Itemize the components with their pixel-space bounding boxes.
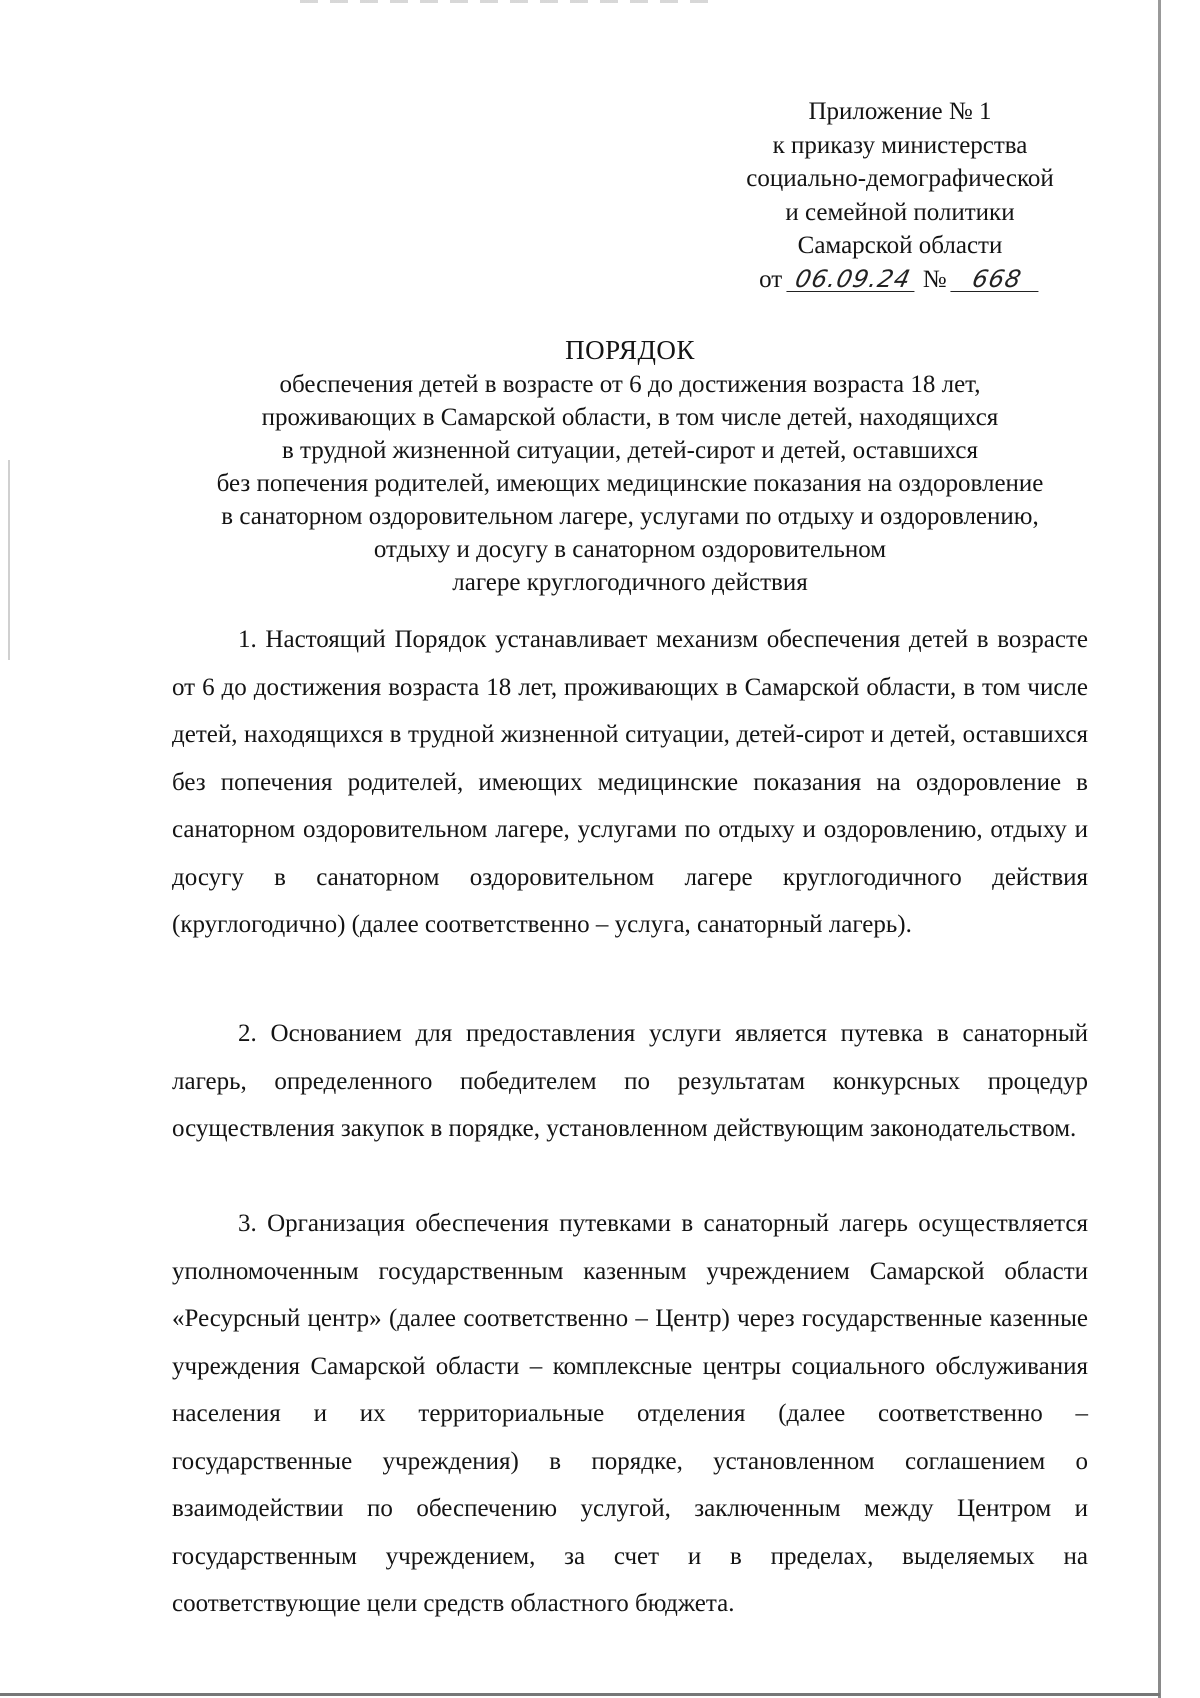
scan-artifact-left bbox=[8, 460, 10, 660]
region-name: Самарской области bbox=[797, 232, 1003, 259]
paragraph-3 bbox=[172, 1200, 1088, 1628]
subtitle-line: лагере круглогодичного действия bbox=[452, 569, 808, 596]
paragraph-1-text: 1. Настоящий Порядок устанавливает механизм обеспечения детей в возрасте от 6 до достижения возраста 18 лет, проживающих в Самарской области, в том числе детей, находящихся в трудной жизненной ситуации, детей-сирот и детей, оставшихся без попечения родителей, имеющих медицинские показания на оздоровление в санаторном оздоровительном лагере, услугами по отдыху и оздоровлению, отдыху и досугу в санаторном оздоровительном лагере круглогодичного действия (круглогодично) (далее соответственно – услуга, санаторный лагерь). bbox=[172, 626, 1088, 938]
subtitle-line: проживающих в Самарской области, в том числе детей, находящихся bbox=[261, 404, 999, 431]
handwritten-number: 668 bbox=[950, 267, 1043, 292]
ministry-name-2: и семейной политики bbox=[785, 198, 1015, 226]
paragraph-3-text: 3. Организация обеспечения путевками в санаторный лагерь осуществляется уполномоченным государственным казенным учреждением Самарской области «Ресурсный центр» (далее соответственно – Центр) через государственные казенные учреждения Самарской области – комплексные центры социального обслуживания населения и их территориальные отделения (далее соответственно – государственные учреждения) в порядке, установленном соглашением о взаимодействии по обеспечению услугой, заключенным между Центром и государственным учреждением, за счет и в пределах, выделяемых на соответствующие цели средств областного бюджета. bbox=[172, 1210, 1088, 1617]
subtitle-line: в санаторном оздоровительном лагере, услугами по отдыху и оздоровлению, bbox=[221, 503, 1039, 530]
order-date-line bbox=[700, 263, 1100, 297]
subtitle-line: без попечения родителей, имеющих медицинские показания на оздоровление bbox=[216, 470, 1044, 497]
scan-edge-right bbox=[1158, 0, 1161, 1698]
document-title: ПОРЯДОК bbox=[565, 335, 695, 365]
number-prefix: № bbox=[922, 265, 947, 293]
subtitle-line: в трудной жизненной ситуации, детей-сирот и детей, оставшихся bbox=[281, 437, 979, 464]
document-subtitle bbox=[150, 368, 1110, 599]
subtitle-line: отдыху и досугу в санаторном оздоровительном bbox=[373, 536, 887, 563]
appendix-number: Приложение № 1 bbox=[808, 98, 992, 125]
scan-edge-bottom bbox=[0, 1693, 1160, 1696]
handwritten-date: 06.09.24 bbox=[786, 267, 919, 292]
paragraph-2 bbox=[172, 1010, 1088, 1153]
appendix-header bbox=[700, 95, 1100, 296]
date-prefix: от bbox=[759, 265, 783, 293]
ministry-name-1: социально-демографической bbox=[746, 165, 1054, 192]
paragraph-1 bbox=[172, 616, 1088, 949]
scan-artifact-top bbox=[300, 0, 720, 3]
order-reference: к приказу министерства bbox=[772, 131, 1028, 159]
subtitle-line: обеспечения детей в возрасте от 6 до достижения возраста 18 лет, bbox=[279, 371, 981, 398]
paragraph-2-text: 2. Основанием для предоставления услуги является путевка в санаторный лагерь, определенного победителем по результатам конкурсных процедур осуществления закупок в порядке, установленном действующим законодательством. bbox=[172, 1020, 1088, 1142]
